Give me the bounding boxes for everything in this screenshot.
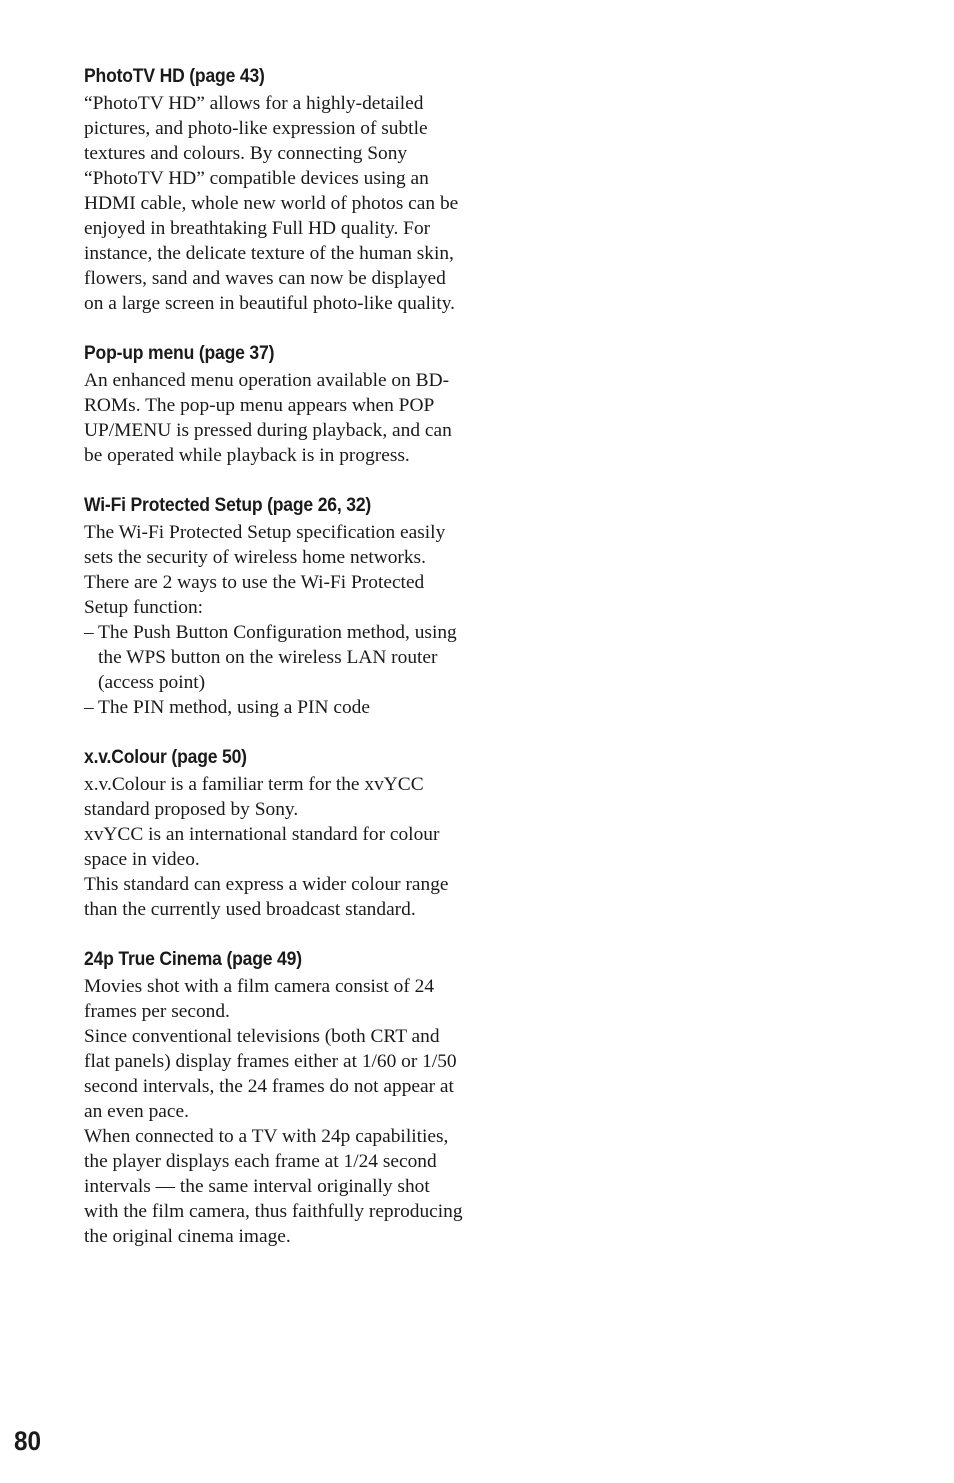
section-heading: 24p True Cinema (page 49) <box>84 948 302 970</box>
section-paragraph: “PhotoTV HD” allows for a highly-detailed pictures, and photo-like expression of subtle textures and colours. By connecting Sony “PhotoTV HD” compatible devices using an HDMI cable, whole new world of photos can be enjoyed in breathtaking Full HD quality. For instance, the delicate texture of the human skin, flowers, sand and waves can now be displayed on a large screen in beautiful photo-like quality. <box>84 93 459 314</box>
section-paragraph: xvYCC is an international standard for colour space in video. <box>84 824 440 870</box>
list-item <box>84 695 468 720</box>
section-24p-true-cinema <box>84 945 468 1249</box>
section-paragraph: There are 2 ways to use the Wi-Fi Protected Setup function: <box>84 572 425 618</box>
section-heading: Wi-Fi Protected Setup (page 26, 32) <box>84 494 372 516</box>
list-item-text: The PIN method, using a PIN code <box>98 697 370 718</box>
section-paragraph: Movies shot with a film camera consist of 24 frames per second. <box>84 976 435 1022</box>
section-xv-colour <box>84 743 468 922</box>
glossary-column <box>84 62 468 1272</box>
section-heading: PhotoTV HD (page 43) <box>84 65 265 87</box>
dash-bullet: – <box>84 697 94 718</box>
page-number: 80 <box>14 1426 42 1456</box>
section-paragraph: x.v.Colour is a familiar term for the xvYCC standard proposed by Sony. <box>84 774 424 820</box>
section-heading: Pop-up menu (page 37) <box>84 342 275 364</box>
section-heading: x.v.Colour (page 50) <box>84 746 247 768</box>
section-popup-menu <box>84 339 468 468</box>
list-item-text: The Push Button Configuration method, using the WPS button on the wireless LAN router (access point) <box>98 622 457 693</box>
section-paragraph: Since conventional televisions (both CRT and flat panels) display frames either at 1/60 or 1/50 second intervals, the 24 frames do not appear at an even pace. <box>84 1026 457 1122</box>
dash-bullet: – <box>84 622 94 643</box>
section-wifi-protected-setup <box>84 491 468 720</box>
wps-method-list <box>84 620 468 720</box>
section-paragraph: An enhanced menu operation available on BD-ROMs. The pop-up menu appears when POP UP/MENU is pressed during playback, and can be operated while playback is in progress. <box>84 370 452 466</box>
section-paragraph: When connected to a TV with 24p capabilities, the player displays each frame at 1/24 second intervals — the same interval originally shot with the film camera, thus faithfully reproducing the original cinema image. <box>84 1126 463 1247</box>
section-phototv-hd <box>84 62 468 316</box>
section-paragraph: The Wi-Fi Protected Setup specification easily sets the security of wireless home networks. <box>84 522 446 568</box>
section-paragraph: This standard can express a wider colour range than the currently used broadcast standard. <box>84 874 449 920</box>
list-item <box>84 620 468 695</box>
